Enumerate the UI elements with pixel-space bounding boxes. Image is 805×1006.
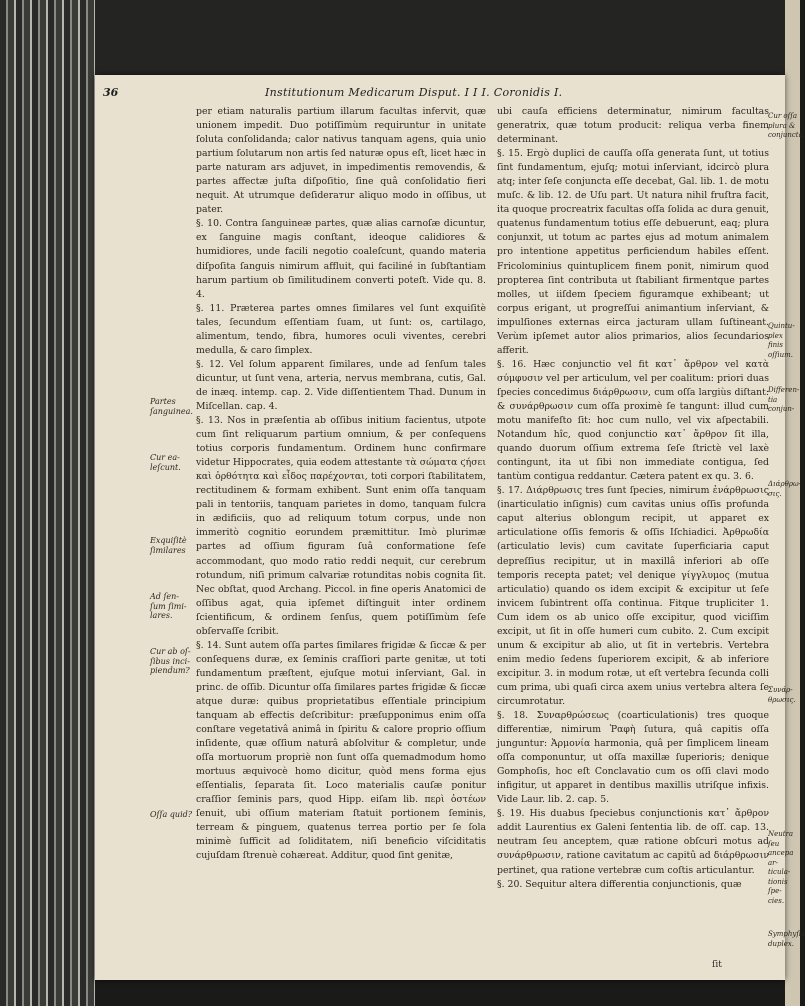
paragraph: §. 14. Sunt autem oſſa partes ſimilares frigidæ & ſiccæ & per conſequens duræ, ex ſeminis craſſiori parte genitæ, ut toti fundamentum præſtent, ejuſque motui inſerviant, Gal. in princ. de oſſib. Dicuntur oſſa ſimilares partes frigidæ & ſiccæ atque duræ: quibus proprietatibus eſſentiale principium tanquam ab effectis deſcribitur: præſupponimus enim oſſa conſtare vegetativâ animâ in ſpiritu & calore proprio oſſium inſidente, quæ oſſium naturâ abſolvitur & completur, unde oſſa mortuorum propriè non ſunt oſſa quemadmodum homo mortuus æquivocè homo dicitur, quòd mens forma ejus eſſentialis, ſeparata ſit. Loco materialis cauſæ ponitur craſſior ſeminis pars, quod Hipp. eiſam lib. περὶ ὀστέων ſenuit, ubi oſſium materiam ſtatuit portionem ſeminis, terream & pinguem, quatenus terrea portio per ſe ſola minimè ſufficit ad ſoliditatem, niſi beneficio viſciditatis cujuſdam ſtrenuè cohæreat. Additur, quod ſint genitæ, — [196, 639, 486, 862]
margin-note: Partes ſanguinea. — [150, 397, 193, 416]
page-header — [95, 86, 785, 102]
page-number: 36 — [103, 86, 119, 99]
paragraph: §. 11. Præterea partes omnes ſimilares vel ſunt exquiſitè tales, ſecundum eſſentiam ſuam, ut ſunt: os, cartilago, alimentum, tendo, fibra, humores oculi viventes, cerebri medulla, & caro ſimplex. — [196, 302, 486, 356]
paragraph: §. 15. Ergò duplici de cauſſa oſſa generata ſunt, ut totius ſint fundamentum, ejuſq; motui inſerviant, idcircò plura atq; inter ſeſe conjuncta eſſe decebat, Gal. lib. 1. de motu muſc. & lib. 12. de Uſu part. Ut natura nihil fruſtra facit, ita quoque procreatrix facultas oſſa ſolida ac dura genuit, quatenus fundamentum totius eſſe debuerunt, eaq; plura conjunxit, ut totum ac partes ejus ad motum animalem pro intentione appetitus perficiendum habiles eſſent. Fricolominius quintuplicem finem ponit, nimirum quod propterea ſint contributa ut ſtabiliant firmentque partes molles, ut iiſdem ſpeciem figuramque exhibeant; ut corpus erigant, ut progreſſui animantium inſerviant, & impulſiones externas eirca jacturam ullam ſuſtineant. Verùm ipſemet autor alios primarios, alios ſecundarios afferit. — [497, 148, 769, 356]
margin-note: Ad ſen- ſum ſimi- lares. — [150, 592, 187, 620]
margin-note: Neutra ſeu ancepa ar- ticula- tionis ſpe- cies. — [768, 830, 794, 905]
paragraph: §. 10. Contra ſanguineæ partes, quæ alias carnoſæ dicuntur, ex ſanguine magis conſtant, ideoque calidiores & humidiores, unde facili negotio coaleſcunt, quando materia diſpoſita ſanguis nimirum affluit, qui faciliné in ſubſtantiam harum partium ob ſimilitudinem converti poteſt. Vide qu. 8. 4. — [196, 218, 486, 300]
catchword: ſit — [712, 960, 722, 970]
margin-note: Exquiſitè ſimilares — [150, 536, 187, 555]
scan-background-top — [95, 0, 785, 75]
paragraph: ubi cauſa efficiens determinatur, nimirum facultas generatrix, quæ totum producit: reliqua verba finem determinant. — [497, 106, 769, 146]
margin-note: Oſſa quid? — [150, 810, 193, 819]
paragraph: §. 18. Συναρθρώσεως (coarticulationis) tres quoque differentiæ, nimirum Ῥαφὴ ſutura, quâ capitis oſſa junguntur: Ἁρμονία harmonia, quâ per ſimplicem lineam oſſa componuntur, ut oſſa maxillæ ſuperioris; denique Gomphoſis, hoc eſt Conclavatio cum os oſſi clavi modo infigitur, ut apparet in dentibus maxillis utriſque infixis. Vide Laur. lib. 2. cap. 5. — [497, 710, 769, 806]
paragraph: §. 17. Διάρθρωσις tres ſunt ſpecies, nimirum ἐνάρθρωσις (inarticulatio inſignis) cum cavitas unius oſſis profunda caput alterius oblongum recipit, ut apparet ex articulatione oſſis femoris & oſſis Iſchiadici. Ἀρθρωδία (articulatio levis) cum cavitate ſuperficiaria caput depreſſius recipitur, ut in maxillâ inferiori ab oſſe temporis recepta patet; vel denique γίγγλυμος (mutua articulatio) quando os idem excipit & excipitur ut ſeſe invicem ſubintrent oſſa continua. Fitque trupliciter 1. Cum idem os ab unico oſſe excipitur, quod viciſſim excipit, ut ſit in oſſe humeri cum cubito. 2. Cum excipit unum & excipitur ab alio, ut ſit in vertebris. Vertebra enim medio ſedens ſuperiorem excipit, & ab inferiore excipitur. 3. in modum rotæ, ut eſt vertebra ſecunda colli cum prima, ubi quaſi circa axem unius vertebra altera ſe circumrotatur. — [497, 485, 769, 707]
margin-note: Cur ab oſ- ſibus inci- piendum? — [150, 647, 191, 675]
margin-note: Διάρθρω- σις. — [768, 480, 802, 498]
margin-note: Cur oſſa plura & conjuncta. — [768, 112, 805, 139]
paragraph: §. 12. Vel ſolum apparent ſimilares, unde ad ſenſum tales dicuntur, ut ſunt vena, arteria, nervus membrana, cutis, Gal. de inæq. intemp. cap. 2. Vide diſſentientem Thad. Dunum in Miſcellan. cap. 4. — [196, 358, 486, 412]
paragraph: per etiam naturalis partium illarum facultas infervit, quæ unionem impedit. Duo potiſſimùm requiruntur in unitate ſoluta conſolidanda; calor nativus tanquam agens, quia unio partium ſolutarum non artis ſed naturæ opus eſt, licet hæc in parte naturam ars adjuvet, in impedimentis removendis, & partes affectæ juſta diſpoſitio, ſine quâ conſolidatio fieri nequit. At utrumque deſiderатur aliquo modo in oſſibus, ut pater. — [196, 106, 486, 216]
margin-note: Symphyſis duplex. — [768, 930, 805, 948]
margin-note: Differen- tia conjun- — [768, 386, 800, 413]
left-text-column — [196, 105, 486, 864]
margin-note: Quintu- plex finis oſſium. — [768, 322, 795, 359]
paragraph: §. 16. Hæc conjunctio vel fit κατ᾽ ἄρθρον vel κατὰ σύμφυσιν vel per articulum, vel per coalitum: priori duas ſpecies concedimus διάρθρωσιν, cum oſſa largiùs diſtant: & συνάρθρωσιν cum oſſa proximè ſe tangunt: illud cum motu manifeſto ſit: hoc cum nullo, vel vix aſpectabili. Notandum hîc, quod conjunctio κατ᾽ ἄρθρον ſit illa, quando duorum oſſium extrema ſeſe ſtrictè vel laxè contingunt, ita ut ſibi non immediate contigua, ſed tantùm contigua reddantur. Cætera patent ex qu. 3. 6. — [497, 358, 769, 483]
right-text-column — [497, 105, 769, 892]
paragraph: §. 20. Sequitur altera differentia conjunctionis, quæ — [497, 878, 742, 890]
margin-note: Συνάρ- θρωσις. — [768, 686, 796, 704]
paragraph: §. 13. Nos in præſentia ab oſſibus initium facientus, utpote cum ſint reliquarum partium omnium, & per conſequens totius corporis fundamentum. Ordinem hunc confirmare videtur Hippocrates, quia eodem attestante τὰ σώματα ϛήσει καὶ ὀρθότητα καὶ εἶδος παρέχονται, toti corpori ſtabilitatem, rectitudinem & formam exhibent. Sunt enim oſſa tanquam pali in tentoriis, tanquam parietes in domo, tanquam fulcra in ædificiis, quo ad reliquum totum corpus, unde non immeritò cognitio eorundem præmittitur. Imò plurimæ partes ad oſſium figuram ſuâ conformatione ſeſe accommodant, quo modo ratio reddi nequit, cur cerebrum rotundum, niſi primum calvariæ rotunditas nobis cognita ſit. Nec obſtat, quod Archang. Piccol. in fine operis Anatomici de oſſibus agat, quia ipſemet diſtinguit inter ordinem ſcientificum, & ordinem ſenſus, quem potiſſimùm ſeſe obſervaſſe ſcribit. — [196, 415, 486, 637]
paragraph: §. 19. His duabus ſpeciebus conjunctionis κατ᾽ ἄρθρον addit Laurentius ex Galeni ſententia lib. de oſſ. cap. 13. neutram ſeu anceptem, quæ ratione obſcuri motus ad συνάρθρωσιν, ratione cavitatum ac capitû ad διάρθρωσιν pertinet, qua ratione vertebræ cum coſtis articulantur. — [497, 808, 769, 876]
margin-note: Cur ea- leſcunt. — [150, 453, 181, 472]
running-title: Institutionum Medicarum Disput. I I I. Coronidis I. — [265, 86, 563, 99]
book-binding-edge — [0, 0, 95, 1006]
